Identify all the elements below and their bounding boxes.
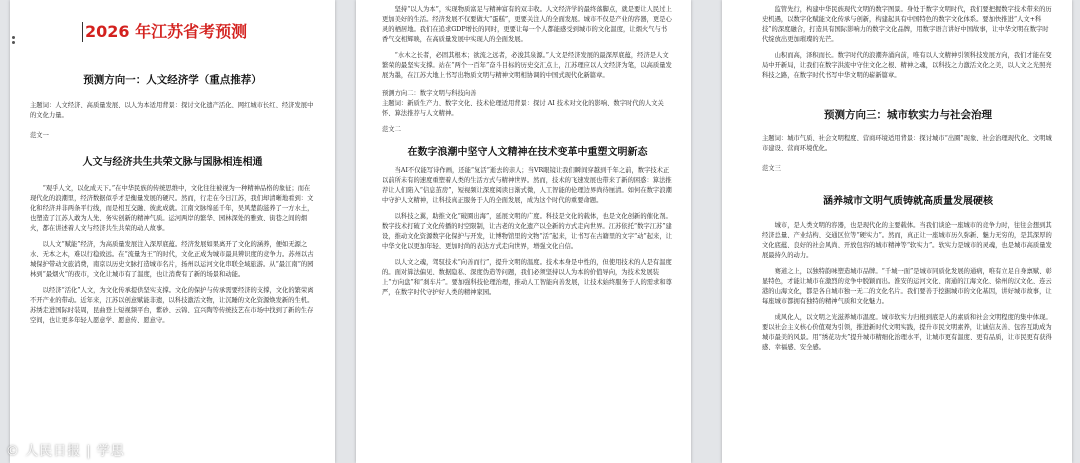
document-page-3 [722, 0, 1072, 463]
theme-meta: 主题词：新质生产力、数字文化、技术伦理适用背景：探讨 AI 技术对文化的影响、数字时代的人文关怀、算法推荐与人文精神。 [382, 100, 664, 117]
essay-paragraph: 以经济“活化”人文，为文化传承提供坚实支撑。文化的保护与传承需要经济的支撑，文化的繁荣离不开产业的带动。近年来，江苏以创意赋能非遗，以科技激活文物，让沉睡的文化资源焕发新的生机。苏绣走进国际时装周，昆曲登上短视频平台，紫砂、云锦、宜兴陶等传统技艺在市场中找到了新的生存空间，也让更多年轻人愿意学、愿意传、愿意守。 [30, 287, 314, 324]
essay-tag: 范文一 [30, 132, 49, 139]
direction-heading: 预测方向三：城市软实力与社会治理 [824, 109, 992, 121]
essay-title: 涵养城市文明气质铸就高质量发展硬核 [823, 196, 993, 207]
theme-meta: 主题词：城市气质、社会文明程度、营商环境适用背景：探讨城市“出圈”现象、社会治理现代化、文明城市建设、营商环境优化。 [762, 135, 1052, 152]
essay-paragraph: 以人文之魂，驾驭技术“向善而行”，提升文明的温度。技术本身是中性的，但使用技术的人是有温度的。面对算法偏见、数据隐私、深度伪造等问题，我们必须坚持以人为本的价值导向，为技术发展装上“方向盘”和“刹车片”。要加强科技伦理治理，推动人工智能向善发展，让技术始终服务于人的需求和尊严，在数字时代守护好人类的精神家园。 [382, 259, 672, 296]
document-title[interactable]: 2026 年江苏省考预测 [82, 22, 247, 42]
direction-heading: 预测方向二：数字文明与科技向善 [382, 90, 477, 97]
watermark: © 人民日报 | 学思 [6, 444, 125, 459]
theme-meta: 主题词：人文经济、高质量发展、以人为本适用背景：探讨文化遗产活化、网红城市长红、经济发展中的文化力量。 [30, 102, 314, 119]
essay-paragraph: 山积而高，泽积而长。数字时代的浪潮奔涌向前，唯有以人文精神引领科技发展方向，我们才能在变局中开新局，让我们在数字洪流中守住文化之根、精神之魂，以科技之力激活文化之美，以人文之光照亮科技之路，在数字时代书写中华文明的崭新篇章。 [762, 52, 1052, 79]
direction-heading: 预测方向一：人文经济学（重点推荐） [83, 74, 262, 86]
essay-tag: 范文三 [762, 165, 781, 172]
essay-paragraph: 赛道之上，以独特韵味塑造城市品牌。“千城一面”是城市同质化发展的通病，唯有立足自身禀赋、彰显特色，才能让城市在激烈的竞争中脱颖而出。淮安的运河文化、南通的江海文化、徐州的汉文化、连云港的山海文化，都是各自城市独一无二的文化名片。我们要善于挖掘城市的文化基因，讲好城市故事，让每座城市都拥有独特的精神气质和文化魅力。 [762, 268, 1052, 305]
document-page-2 [356, 0, 691, 463]
essay-paragraph: 监管先行，构建中华民族现代文明的数字图景。身处于数字文明时代，我们要把握数字技术带来的历史机遇，以数字化赋能文化传承与创新，构建起具有中国特色的数字文化体系。要加快推进“人文+科技”的深度融合，打造具有国际影响力的数字文化品牌，用数字语言讲好中国故事，让中华文明在数字时代绽放出更加璀璨的光芒。 [762, 6, 1052, 43]
essay-title: 人文与经济共生共荣文脉与国脉相连相通 [82, 157, 263, 168]
essay-paragraph: 坚持“以人为本”，实现物质富足与精神富有的双丰收。人文经济学的最终落脚点，就是要让人民过上更加美好的生活。经济发展不仅要做大“蛋糕”，更要关注人的全面发展。城市不仅是产业的容器，更是心灵的栖居地。我们在追求GDP增长的同时，更要让每一个人都能感受到城市的文化温度，让烟火气与书香气交相辉映，在高质量发展中实现人的全面发展。 [382, 6, 672, 43]
essay-paragraph: 城市，是人类文明的容器，也是现代化的主要载体。当我们谈论一座城市的竞争力时，往往会想到其经济总量、产业结构、交通区位等“硬实力”。然而，真正让一座城市历久弥新、魅力无穷的，是其深厚的文化底蕴、良好的社会风尚、开放包容的城市精神等“软实力”。软实力是城市的灵魂，也是城市高质量发展最持久的动力。 [762, 222, 1052, 259]
essay-paragraph: “观乎人文，以化成天下。”在中华民族的传统思维中，文化往往被视为一种精神品格的象征；而在现代化的浪潮里，经济数据似乎才是衡量发展的硬尺。然而，行走在今日江苏，我们却清晰地看到：文化和经济并非两条平行线，而是相互交融、彼此成就。江南文脉绵延千年，吴风楚韵滋养了一方水土，也塑造了江苏人敢为人先、务实创新的精神气质。运河两岸的繁华、园林深处的雅致、街巷之间的烟火，都在讲述着人文与经济共生共荣的动人故事。 [30, 185, 314, 232]
essay-paragraph: “水木之长者，必固其根本；欲流之远者，必浚其泉源。”人文是经济发展的最深厚底蕴，经济是人文繁荣的最坚实支撑。站在“两个一百年”奋斗目标的历史交汇点上，江苏理应以人文经济为笔，以高质量发展为墨，在江苏大地上书写出物质文明与精神文明相协调的中国式现代化新篇章。 [382, 52, 672, 79]
essay-paragraph: 当AI不仅能写诗作画，还能“复活”逝去的亲人；当VR眼镜让我们瞬间穿越到千年之前，数字技术正以前所未有的速度重塑着人类的生活方式与精神世界。然而，技术的飞速发展也带来了新的困惑：算法推荐让人们陷入“信息茧房”，短视频让深度阅读日渐式微，人工智能的伦理边界尚待厘清。如何在数字浪潮中守护人文精神，让科技真正服务于人的全面发展，成为这个时代的重要命题。 [382, 167, 672, 204]
essay-paragraph: 以科技之翼，助推文化“破圈出海”，延展文明的广度。科技是文化的载体，也是文化创新的催化剂。数字技术打破了文化传播的时空限制，让古老的文化遗产以全新的方式走向世界。江苏依托“数字江苏”建设，推动文化资源数字化保护与开发，让博物馆里的文物“活”起来，让书写在古籍里的文字“动”起来，让中华文化以更加年轻、更加时尚的表达方式走向世界，增强文化自信。 [382, 213, 672, 250]
document-page-1 [10, 0, 335, 463]
essay-title: 在数字浪潮中坚守人文精神在技术变革中重塑文明新态 [407, 147, 648, 158]
essay-paragraph: 以人文“赋能”经济，为高质量发展注入深厚底蕴。经济发展如果离开了文化的涵养，便如无源之水、无本之木，难以行稳致远。在“流量为王”的时代，文化正成为城市最具辨识度的竞争力。苏州以古城保护带动文旅消费，南京以历史文脉打造城市名片，扬州以运河文化串联全域旅游。从“最江南”的园林到“最烟火”的夜市，文化让城市有了温度，也让消费有了新的场景和动能。 [30, 241, 314, 278]
essay-tag: 范文二 [382, 126, 401, 133]
margin-mark-icon [12, 36, 15, 50]
essay-paragraph: 成风化人，以文明之光滋养城市温度。城市软实力归根到底是人的素质和社会文明程度的集中体现。要以社会主义核心价值观为引领，推进新时代文明实践，提升市民文明素养，让诚信友善、包容互助成为城市最美的风景。用“绣花功夫”提升城市精细化治理水平，让城市更有温度、更有品质，让市民更有获得感、幸福感、安全感。 [762, 314, 1052, 351]
